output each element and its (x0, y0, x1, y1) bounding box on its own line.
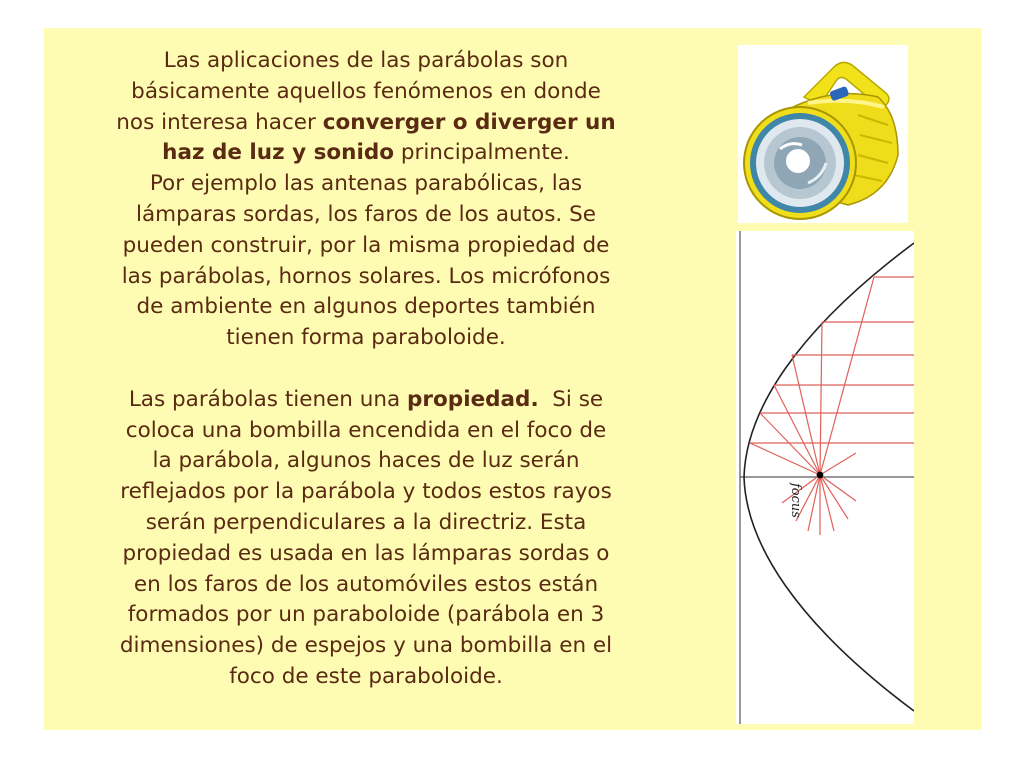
slide (44, 28, 981, 730)
text-line: Las parábolas tienen una (128, 386, 408, 412)
text-line: las parábolas, hornos solares. Los micrófonos (121, 263, 611, 289)
text-line: dimensiones) de espejos y una bombilla en el (119, 633, 613, 659)
text-line: básicamente aquellos fenómenos en donde (131, 78, 601, 104)
text-line: lámparas sordas, los faros de los autos. Se (136, 201, 596, 227)
emphasis-text: haz de luz y sonido (162, 140, 395, 166)
text-line: la parábola, algunos haces de luz serán (152, 448, 580, 474)
text-line: Por ejemplo las antenas parabólicas, las (149, 171, 583, 197)
emphasis-text: converger o diverger un (322, 109, 616, 135)
text-line: Las aplicaciones de las parábolas son (163, 48, 569, 73)
text-line: nos interesa hacer (116, 109, 323, 135)
flashlight-lamp-icon (738, 45, 908, 223)
slide-text (66, 46, 666, 693)
text-line: serán perpendiculares a la directriz. Esta (145, 509, 587, 535)
text-line: Si se (538, 386, 604, 412)
text-line: en los faros de los automóviles estos están (133, 571, 599, 597)
paragraph-gap (66, 354, 666, 385)
text-line: formados por un paraboloide (parábola en 3 (127, 602, 605, 628)
text-line: reflejados por la parábola y todos estos rayos (120, 479, 612, 505)
text-line: foco de este paraboloide. (229, 663, 503, 689)
focus-label: focus (788, 483, 803, 518)
text-line: tienen forma paraboloide. (226, 325, 506, 351)
text-line: pueden construir, por la misma propiedad de (122, 232, 610, 258)
paragraph-applications (66, 46, 666, 354)
text-line: de ambiente en algunos deportes también (136, 294, 596, 320)
text-line: coloca una bombilla encendida en el foco de (125, 417, 607, 443)
emphasis-text: propiedad. (407, 386, 539, 412)
text-line: propiedad es usada en las lámparas sordas o (122, 540, 610, 566)
paragraph-property (66, 385, 666, 693)
text-line: principalmente. (394, 140, 570, 166)
parabola-focus-diagram (736, 231, 914, 724)
